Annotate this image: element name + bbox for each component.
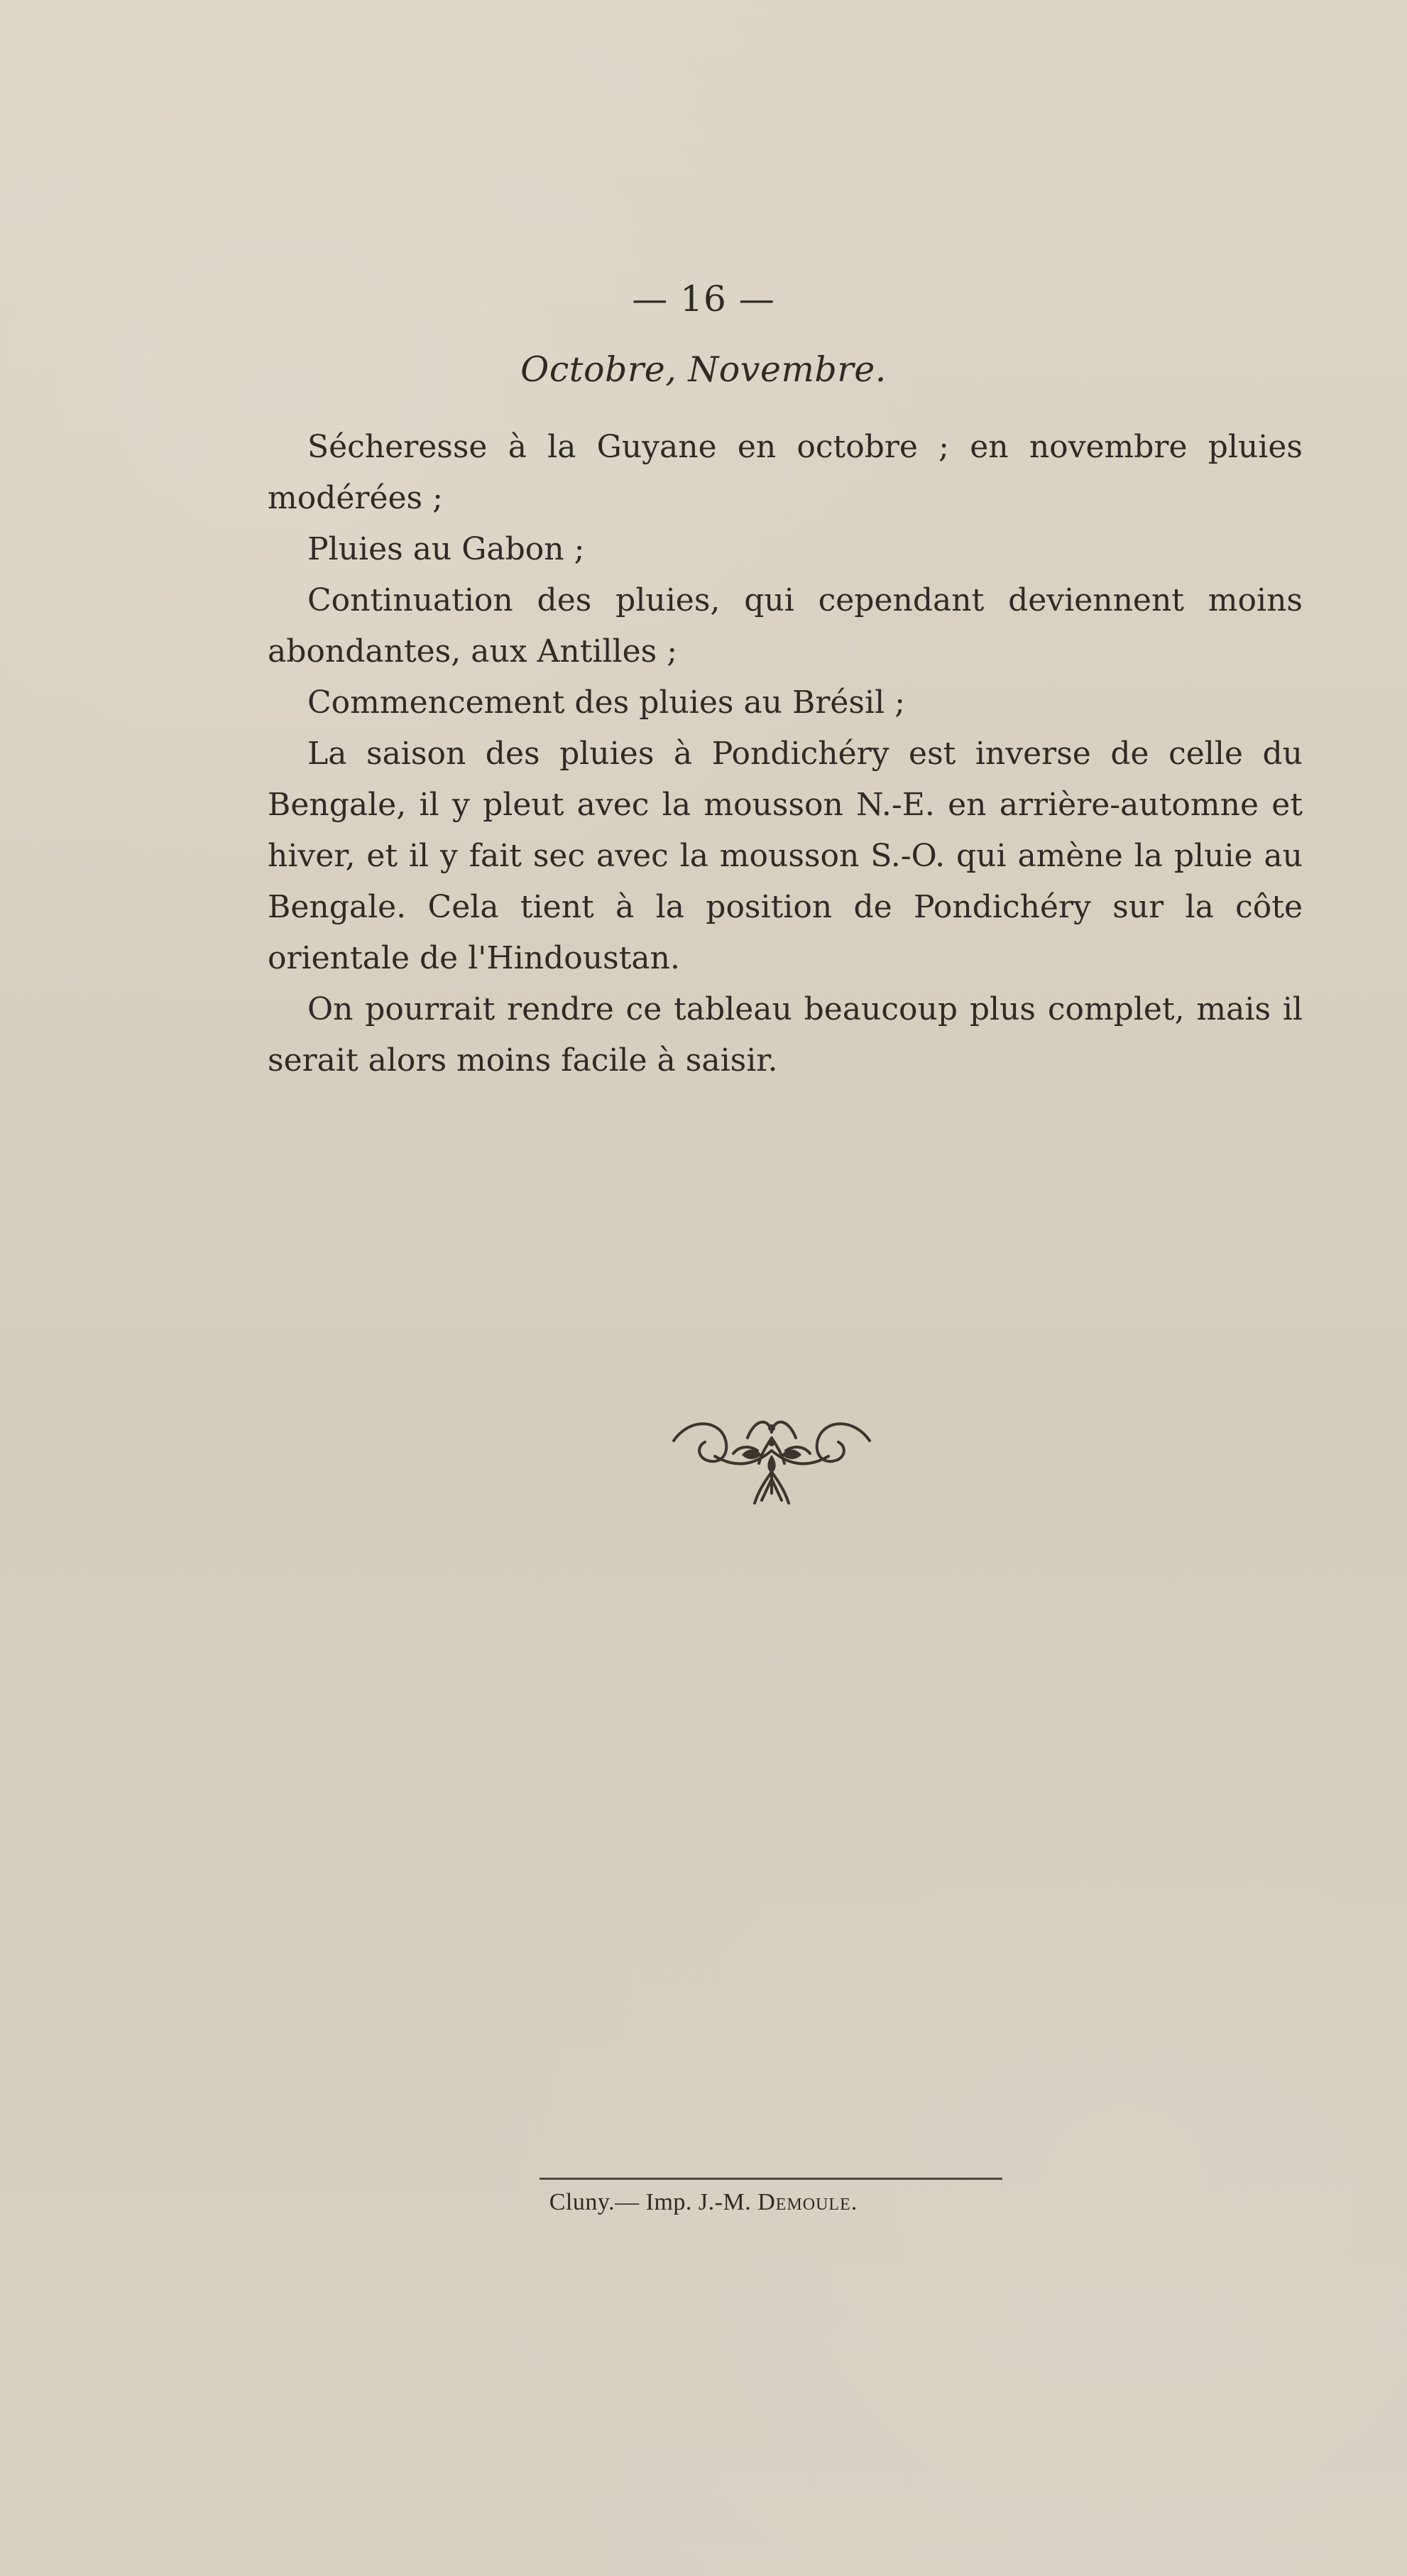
- paragraph: La saison des pluies à Pondichéry est inverse de celle du Bengale, il y pleut avec la mousson N.-E. en arrière-automne et hiver, et il y fait sec avec la mousson S.-O. qui amène la pluie au Bengale. Cela tient à la position de Pondichéry sur la côte orientale de l'Hindoustan.: [268, 736, 1303, 976]
- printer-imprint: [0, 2189, 1407, 2216]
- paragraph: On pourrait rendre ce tableau beaucoup plus complet, mais il serait alors moins facile à saisir.: [268, 991, 1303, 1079]
- printer-imprint-name: Demoule.: [757, 2189, 858, 2215]
- footer-divider: [540, 2178, 1002, 2180]
- paragraph: Sécheresse à la Guyane en octobre ; en novembre pluies modérées ;: [268, 429, 1303, 516]
- paragraph: Pluies au Gabon ;: [307, 531, 585, 567]
- printer-imprint-prefix: Cluny.— Imp. J.-M.: [549, 2189, 758, 2215]
- section-title: Octobre, Novembre.: [520, 349, 887, 390]
- paragraph: Commencement des pluies au Brésil ;: [307, 684, 905, 721]
- body-text: [268, 422, 1303, 1086]
- page-number: — 16 —: [632, 278, 775, 320]
- paragraph: Continuation des pluies, qui cependant deviennent moins abondantes, aux Antilles ;: [268, 582, 1303, 670]
- ornament-icon: [665, 1404, 878, 1524]
